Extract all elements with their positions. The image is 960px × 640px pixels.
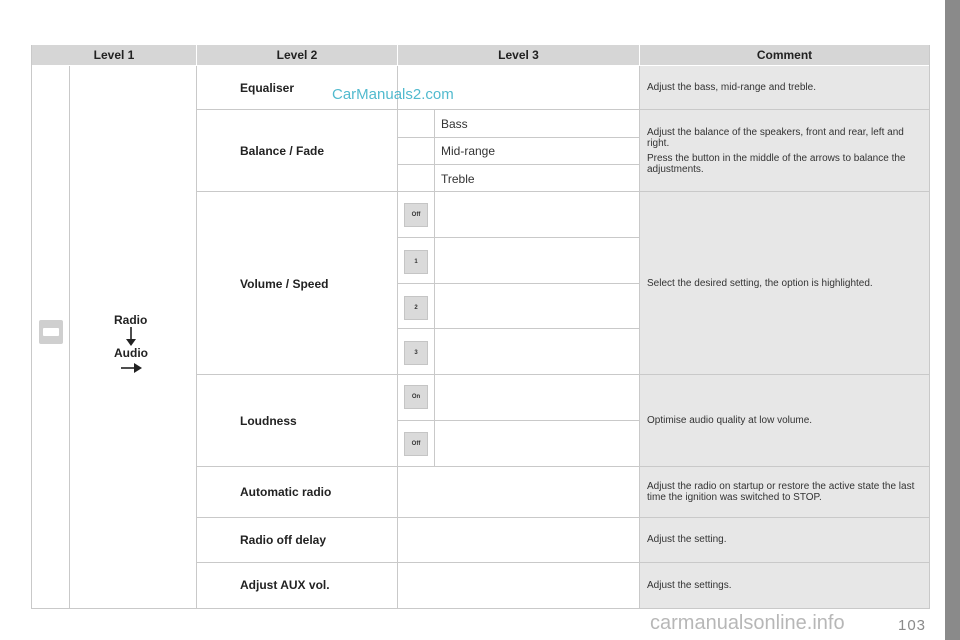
level1-radio: Radio — [114, 313, 148, 327]
level2-automatic-radio: Automatic radio — [240, 485, 332, 499]
row-divider — [197, 466, 929, 467]
level2-equaliser: Equaliser — [240, 81, 295, 95]
level-3-button-icon: 3 — [404, 341, 428, 365]
column-divider — [434, 110, 435, 191]
header-level1: Level 1 — [32, 45, 196, 65]
level2-balance: Balance / Fade — [240, 144, 325, 158]
column-divider — [69, 66, 70, 608]
header-comment: Comment — [640, 45, 929, 65]
arrow-right-icon — [121, 362, 143, 374]
comment-equaliser: Adjust the bass, mid-range and treble. — [647, 82, 816, 93]
page-number: 103 — [898, 617, 927, 634]
subrow-divider — [398, 164, 639, 165]
comment-volume: Select the desired setting, the option is highlighted. — [647, 278, 873, 289]
off-button-icon: Off — [404, 432, 428, 456]
level-2-button-icon: 2 — [404, 296, 428, 320]
column-divider — [639, 66, 640, 608]
header-level3: Level 3 — [398, 45, 639, 65]
off-button-icon: Off — [404, 203, 428, 227]
table-border — [929, 45, 930, 608]
comment-adjust-aux: Adjust the settings. — [647, 580, 732, 591]
level2-adjust-aux: Adjust AUX vol. — [240, 578, 330, 592]
row-divider — [197, 191, 929, 192]
watermark: CarManuals2.com — [332, 86, 454, 103]
level1-audio: Audio — [114, 346, 148, 360]
column-divider — [397, 66, 398, 608]
page-sidebar — [945, 0, 960, 640]
row-divider — [197, 109, 929, 110]
subrow-divider — [398, 420, 639, 421]
subrow-divider — [398, 137, 639, 138]
comment-balance — [647, 127, 917, 179]
level-1-button-icon: 1 — [404, 250, 428, 274]
comment-balance-2: Press the button in the middle of the arrows to balance the adjustments. — [647, 153, 906, 175]
header-level2: Level 2 — [197, 45, 397, 65]
comment-radio-off-delay: Adjust the setting. — [647, 534, 727, 545]
level2-loudness: Loudness — [240, 414, 297, 428]
comment-automatic-radio: Adjust the radio on startup or restore the active state the last time the ignition was switched to STOP. — [647, 481, 915, 503]
table-border — [31, 45, 32, 608]
level3-midrange: Mid-range — [441, 144, 496, 158]
level3-treble: Treble — [441, 172, 475, 186]
column-divider — [434, 192, 435, 466]
arrow-down-icon — [125, 327, 137, 347]
subrow-divider — [398, 237, 639, 238]
footer-watermark: carmanualsonline.info — [650, 612, 845, 634]
level2-radio-off-delay: Radio off delay — [240, 533, 327, 547]
menu-icon — [39, 320, 63, 344]
subrow-divider — [398, 328, 639, 329]
comment-loudness: Optimise audio quality at low volume. — [647, 415, 813, 426]
level3-bass: Bass — [441, 117, 468, 131]
subrow-divider — [398, 283, 639, 284]
table-border — [31, 608, 930, 609]
column-divider — [196, 66, 197, 608]
row-divider — [197, 374, 929, 375]
comment-balance-1: Adjust the balance of the speakers, front and rear, left and right. — [647, 127, 904, 149]
on-button-icon: On — [404, 385, 428, 409]
row-divider — [197, 562, 929, 563]
row-divider — [197, 517, 929, 518]
level2-volume: Volume / Speed — [240, 277, 329, 291]
